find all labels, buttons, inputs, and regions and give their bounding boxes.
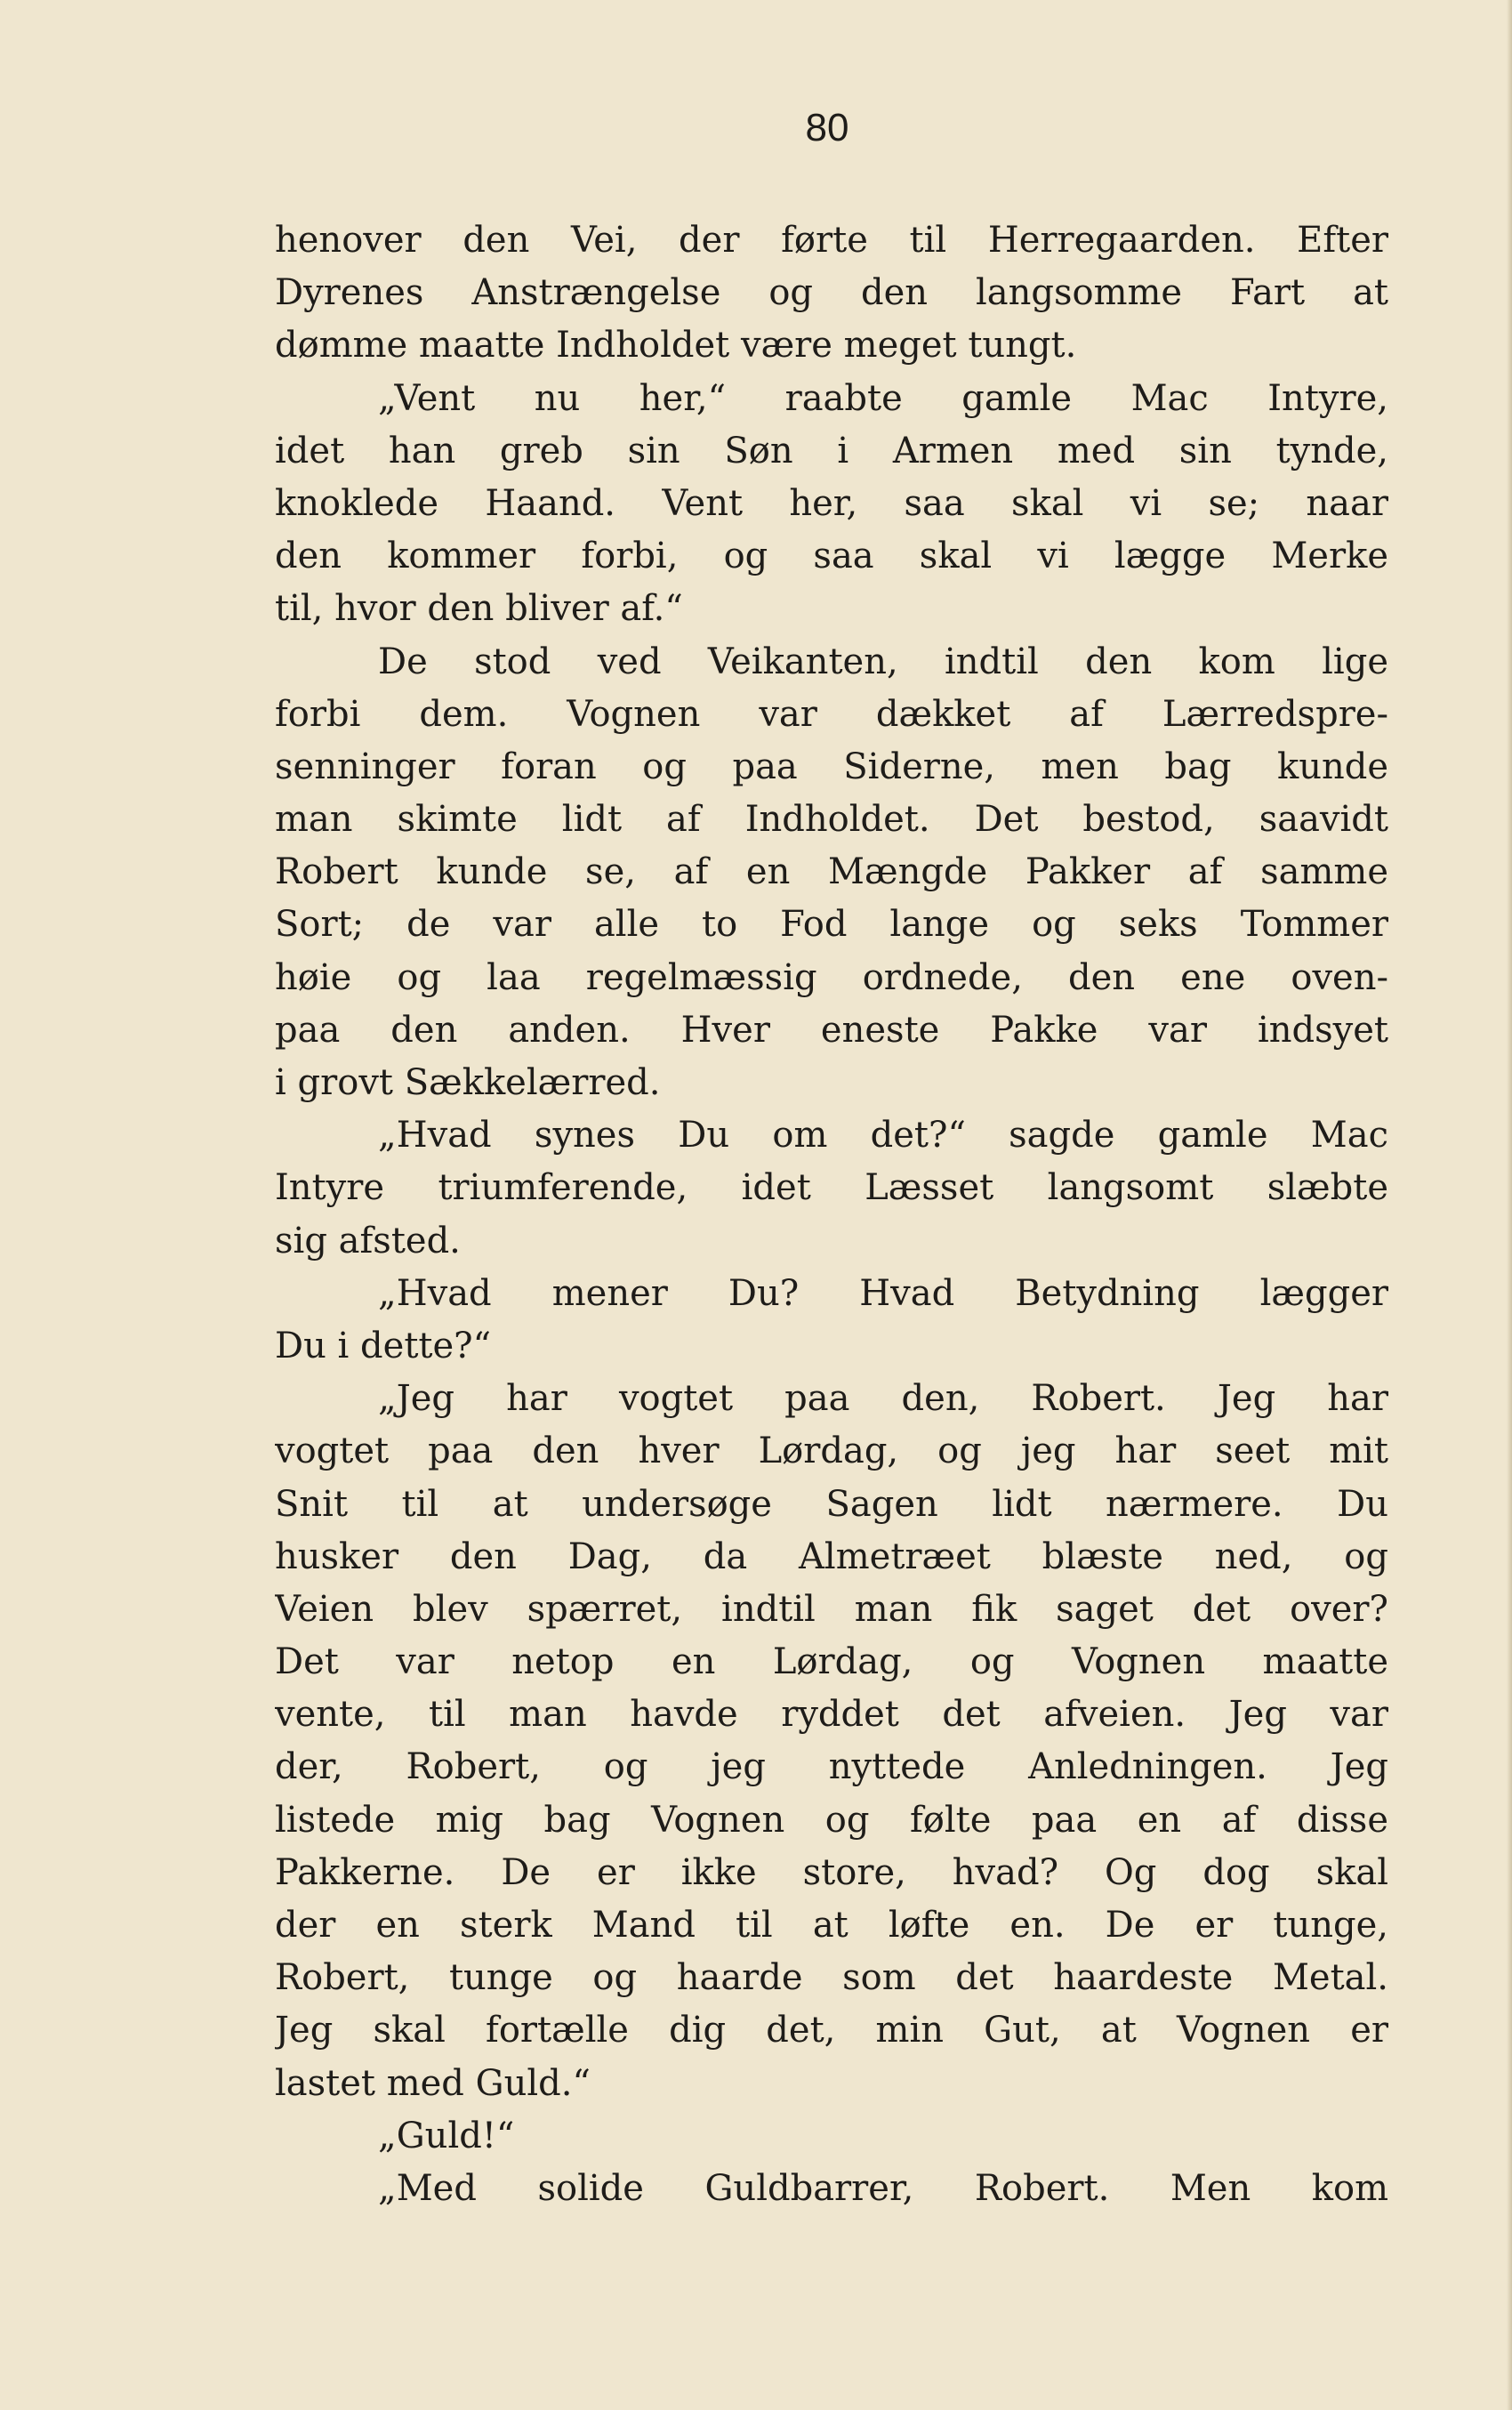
text-line: paa den anden. Hver eneste Pakke var indsyet [275,1009,1388,1051]
text-line: sig afsted. [275,1220,461,1261]
text-line: Intyre triumferende, idet Læsset langsomt slæbte [275,1167,1388,1209]
text-line: henover den Vei, der førte til Herregaarden. Efter [275,220,1388,261]
page-number: 80 [805,106,849,149]
text-line: vente, til man havde ryddet det afveien. Jeg var [275,1694,1388,1736]
text-line: idet han greb sin Søn i Armen med sin tynde, [275,430,1388,472]
text-line: den kommer forbi, og saa skal vi lægge Merke [275,536,1388,577]
text-line: høie og laa regelmæssig ordnede, den ene oven- [275,956,1388,998]
text-line: vogtet paa den hver Lørdag, og jeg har seet mit [275,1431,1388,1472]
text-line: listede mig bag Vognen og følte paa en af disse [275,1799,1388,1841]
text-line: i grovt Sækkelærred. [275,1062,661,1103]
text-line: Jeg skal fortælle dig det, min Gut, at Vognen er [275,2010,1388,2051]
text-line: „Vent nu her,“ raabte gamle Mac Intyre, [378,377,1388,419]
text-line: Snit til at undersøge Sagen lidt nærmere. Du [275,1483,1388,1525]
text-line: lastet med Guld.“ [275,2062,591,2104]
text-line: „Hvad mener Du? Hvad Betydning lægger [378,1272,1388,1314]
text-line: Robert kunde se, af en Mængde Pakker af samme [275,851,1388,893]
text-line: der en sterk Mand til at løfte en. De er tunge, [275,1905,1388,1946]
text-line: Pakkerne. De er ikke store, hvad? Og dog skal [275,1851,1388,1893]
page-edge-shadow [1507,0,1512,2410]
text-line: husker den Dag, da Almetræet blæste ned, og [275,1535,1388,1577]
text-line: „Med solide Guldbarrer, Robert. Men kom [378,2167,1388,2209]
text-line: „Guld!“ [378,2115,515,2156]
text-line: knoklede Haand. Vent her, saa skal vi se; naar [275,482,1388,524]
text-line: „Hvad synes Du om det?“ sagde gamle Mac [378,1115,1388,1157]
text-line: De stod ved Veikanten, indtil den kom lige [378,641,1388,682]
text-line: „Jeg har vogtet paa den, Robert. Jeg har [378,1378,1388,1420]
text-line: Dyrenes Anstrængelse og den langsomme Fart at [275,272,1388,314]
text-line: man skimte lidt af Indholdet. Det bestod, saavidt [275,799,1388,841]
text-line: Det var netop en Lørdag, og Vognen maatte [275,1641,1388,1683]
body-text [275,214,1388,2215]
text-line: senninger foran og paa Siderne, men bag kunde [275,746,1388,787]
text-line: Du i dette?“ [275,1325,492,1366]
text-line: forbi dem. Vognen var dækket af Lærredspre- [275,693,1388,735]
text-line: til, hvor den bliver af.“ [275,588,683,630]
text-line: Robert, tunge og haarde som det haardeste Metal. [275,1957,1388,1999]
text-line: der, Robert, og jeg nyttede Anledningen. Jeg [275,1746,1388,1788]
text-line: dømme maatte Indholdet være meget tungt. [275,325,1077,367]
text-line: Veien blev spærret, indtil man fik saget det over? [275,1588,1388,1630]
text-line: Sort; de var alle to Fod lange og seks Tommer [275,904,1388,946]
